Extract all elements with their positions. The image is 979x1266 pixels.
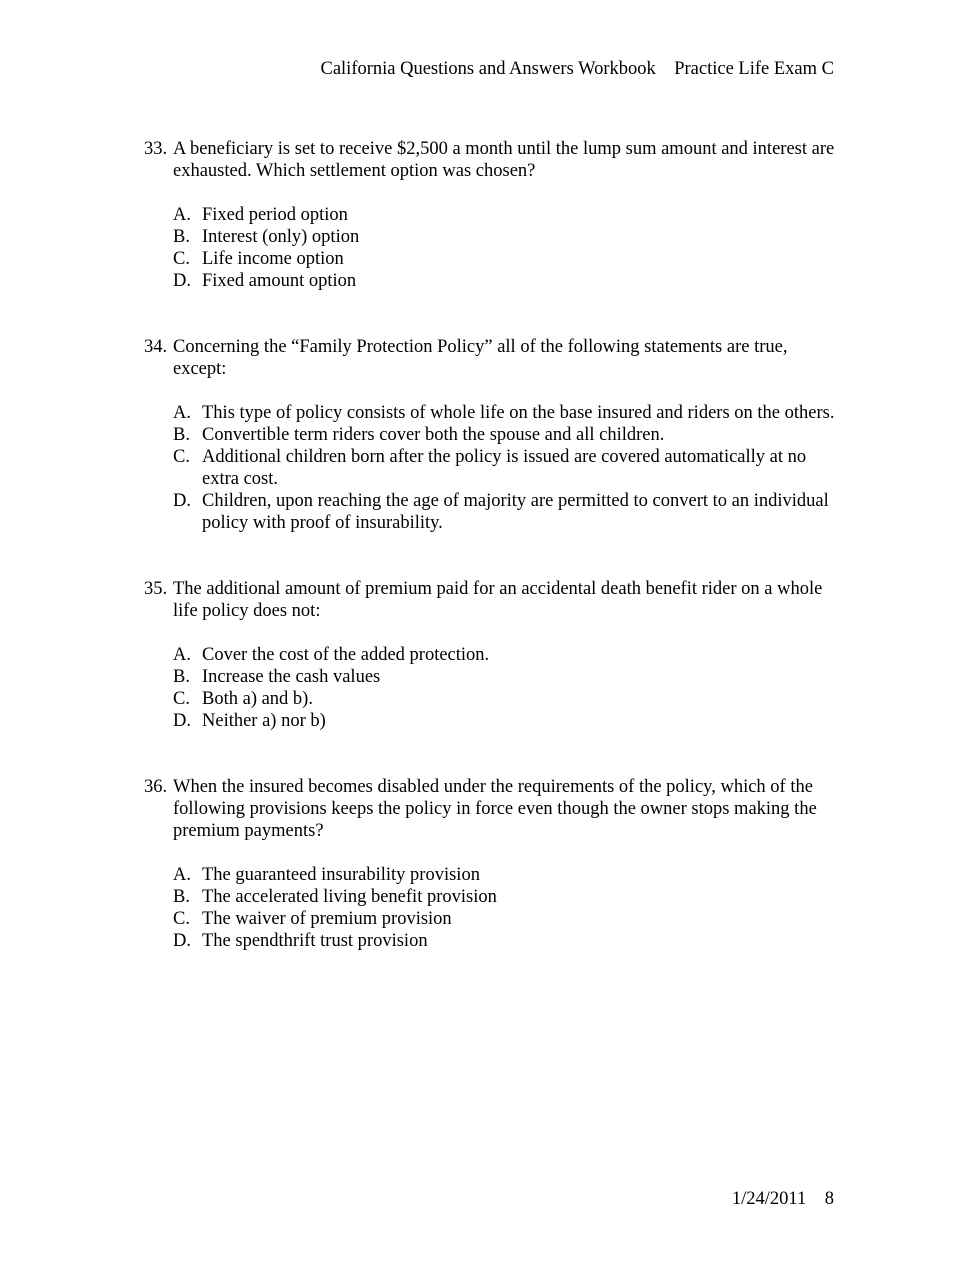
option-text: Children, upon reaching the age of majority are permitted to convert to an individual policy with proof of insurability. — [202, 491, 829, 533]
option-c — [173, 446, 844, 490]
question-number: 36. — [144, 777, 168, 797]
option-letter: B. — [173, 227, 190, 247]
option-text: Additional children born after the policy is issued are covered automatically at no extra cost. — [202, 447, 807, 489]
option-a — [173, 402, 844, 424]
option-letter: B. — [173, 425, 190, 445]
option-letter: C. — [173, 909, 190, 929]
option-text: Interest (only) option — [202, 227, 360, 247]
question-number: 35. — [144, 579, 168, 599]
question-list — [144, 138, 844, 952]
option-text: This type of policy consists of whole life on the base insured and riders on the others. — [202, 403, 835, 423]
answer-options — [173, 204, 844, 292]
question-36 — [144, 776, 844, 952]
option-c — [173, 248, 844, 270]
option-a — [173, 864, 844, 886]
question-stem — [144, 776, 844, 842]
option-b — [173, 226, 844, 248]
option-text: The accelerated living benefit provision — [202, 887, 497, 907]
answer-options — [173, 644, 844, 732]
option-letter: D. — [173, 931, 191, 951]
page-number: 8 — [824, 1189, 834, 1209]
option-b — [173, 666, 844, 688]
page-footer — [732, 1188, 834, 1210]
answer-options — [173, 864, 844, 952]
option-letter: A. — [173, 865, 191, 885]
option-letter: D. — [173, 491, 191, 511]
option-letter: D. — [173, 271, 191, 291]
option-letter: B. — [173, 667, 190, 687]
question-stem — [144, 578, 844, 622]
option-d — [173, 490, 844, 534]
option-text: Life income option — [202, 249, 344, 269]
option-letter: A. — [173, 403, 191, 423]
option-letter: B. — [173, 887, 190, 907]
option-letter: A. — [173, 645, 191, 665]
answer-options — [173, 402, 844, 534]
option-d — [173, 930, 844, 952]
option-a — [173, 204, 844, 226]
option-a — [173, 644, 844, 666]
option-text: Fixed amount option — [202, 271, 357, 291]
option-text: Convertible term riders cover both the spouse and all children. — [202, 425, 665, 445]
workbook-title: California Questions and Answers Workbook — [320, 59, 656, 79]
option-letter: C. — [173, 249, 190, 269]
option-c — [173, 908, 844, 930]
option-b — [173, 886, 844, 908]
page-header — [320, 58, 834, 80]
option-text: The waiver of premium provision — [202, 909, 452, 929]
option-b — [173, 424, 844, 446]
option-text: Fixed period option — [202, 205, 348, 225]
footer-date: 1/24/2011 — [731, 1189, 807, 1209]
question-34 — [144, 336, 844, 534]
option-text: The guaranteed insurability provision — [202, 865, 480, 885]
question-stem — [144, 138, 844, 182]
question-number: 34. — [144, 337, 168, 357]
question-stem — [144, 336, 844, 380]
option-c — [173, 688, 844, 710]
question-33 — [144, 138, 844, 292]
option-letter: C. — [173, 447, 190, 467]
question-text: A beneficiary is set to receive $2,500 a month until the lump sum amount and interest are exhausted. Which settlement option was chosen? — [173, 139, 835, 181]
option-text: The spendthrift trust provision — [202, 931, 428, 951]
question-number: 33. — [144, 139, 168, 159]
question-text: The additional amount of premium paid for an accidental death benefit rider on a whole life policy does not: — [173, 579, 823, 621]
question-text: When the insured becomes disabled under the requirements of the policy, which of the following provisions keeps the policy in force even though the owner stops making the premium payments? — [173, 777, 817, 841]
option-letter: A. — [173, 205, 191, 225]
option-text: Increase the cash values — [202, 667, 381, 687]
question-text: Concerning the “Family Protection Policy” all of the following statements are true, except: — [173, 337, 788, 379]
option-letter: C. — [173, 689, 190, 709]
exam-title: Practice Life Exam C — [674, 59, 834, 79]
option-text: Both a) and b). — [202, 689, 313, 709]
option-d — [173, 710, 844, 732]
question-35 — [144, 578, 844, 732]
option-letter: D. — [173, 711, 191, 731]
option-d — [173, 270, 844, 292]
option-text: Neither a) nor b) — [202, 711, 326, 731]
option-text: Cover the cost of the added protection. — [202, 645, 490, 665]
